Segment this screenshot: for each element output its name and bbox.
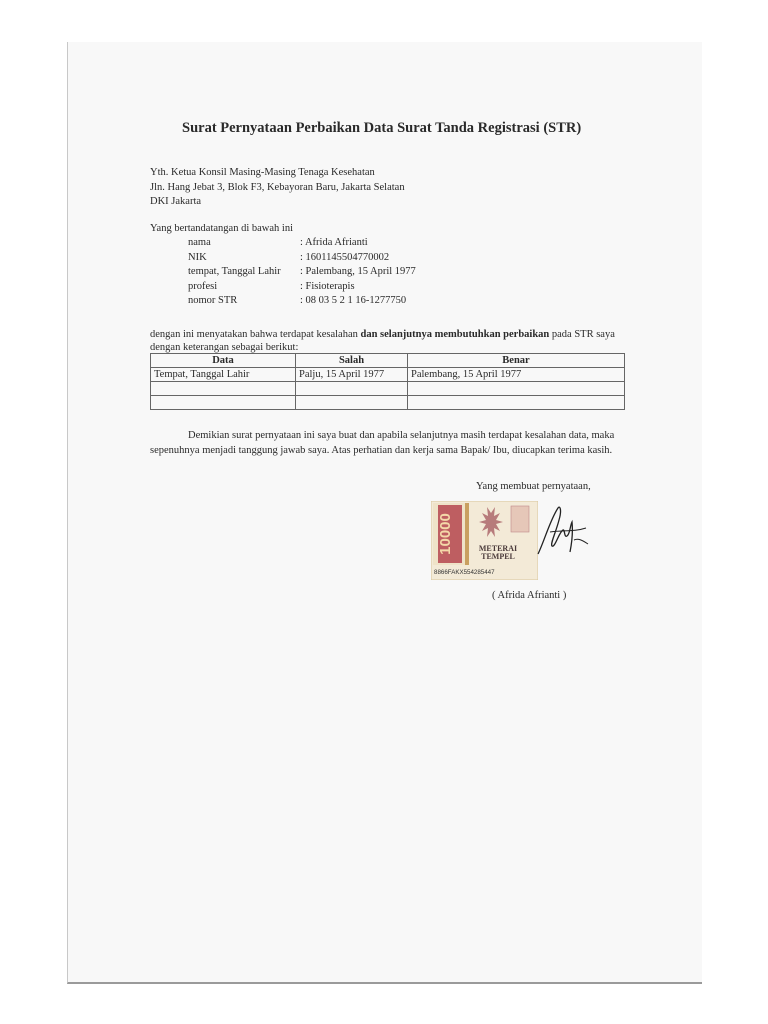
table-header-row xyxy=(151,354,625,368)
field-value: : 08 03 5 2 1 16-1277750 xyxy=(300,295,407,306)
field-label: profesi xyxy=(188,280,218,292)
stamp-text: METERAI xyxy=(478,544,518,553)
table-header: Data xyxy=(151,354,296,368)
stamp-value: 10000 xyxy=(437,513,454,555)
table-header: Benar xyxy=(408,354,625,368)
closing-text: Demikian surat pernyataan ini saya buat dan apabila selanjutnya masih terdapat kesalahan data, maka sepenuhnya menjadi tanggung jawab saya. Atas perhatian dan kerja sama Bapak/ Ibu, diucapkan terima kasih. xyxy=(150,430,615,456)
correction-table xyxy=(150,353,625,410)
recipient-line: Yth. Ketua Konsil Masing-Masing Tenaga Kesehatan xyxy=(150,167,375,178)
table-row xyxy=(151,382,625,396)
table-cell: Palembang, 15 April 1977 xyxy=(408,368,625,382)
table-cell: Tempat, Tanggal Lahir xyxy=(151,368,296,382)
field-row xyxy=(188,251,416,266)
field-row xyxy=(188,236,416,251)
field-row xyxy=(188,265,416,280)
field-label: NIK xyxy=(188,251,207,263)
recipient-address xyxy=(150,166,405,210)
document-title: Surat Pernyataan Perbaikan Data Surat Tanda Registrasi (STR) xyxy=(182,120,582,136)
field-value: : 1601145504770002 xyxy=(300,251,390,263)
field-value: : Afrida Afrianti xyxy=(300,237,368,248)
closing-paragraph xyxy=(150,428,630,458)
table-header: Salah xyxy=(296,354,408,368)
recipient-line: DKI Jakarta xyxy=(150,196,202,207)
statement-part: pada STR saya dengan keterangan sebagai berikut: xyxy=(150,329,615,353)
field-label: tempat, Tanggal Lahir xyxy=(188,266,281,277)
statement-text xyxy=(150,329,630,354)
table-cell xyxy=(408,396,625,410)
signer-label: Yang membuat pernyataan, xyxy=(476,481,591,492)
stamp-text: TEMPEL xyxy=(481,552,515,561)
intro-text: Yang bertandatangan di bawah ini xyxy=(150,223,293,234)
table-cell xyxy=(296,382,408,396)
table-cell: Palju, 15 April 1977 xyxy=(296,368,408,382)
meterai-stamp xyxy=(431,501,538,580)
field-label: nomor STR xyxy=(188,295,238,306)
handwritten-signature xyxy=(532,502,592,560)
statement-part: dengan ini menyatakan bahwa terdapat kesalahan xyxy=(150,329,361,340)
stamp-serial: 8866FAKX554285447 xyxy=(434,569,495,576)
field-row xyxy=(188,294,416,309)
table-cell xyxy=(151,382,296,396)
statement-emphasis: dan selanjutnya membutuhkan perbaikan xyxy=(360,329,550,340)
table-row xyxy=(151,368,625,382)
table-row xyxy=(151,396,625,410)
field-value: : Fisioterapis xyxy=(300,280,355,292)
identity-fields xyxy=(188,236,416,309)
recipient-line: Jln. Hang Jebat 3, Blok F3, Kebayoran Baru, Jakarta Selatan xyxy=(150,181,405,193)
table-cell xyxy=(296,396,408,410)
table-cell xyxy=(151,396,296,410)
field-row xyxy=(188,280,416,295)
signer-name: ( Afrida Afrianti ) xyxy=(492,590,567,601)
table-cell xyxy=(408,382,625,396)
field-label: nama xyxy=(188,237,211,248)
field-value: : Palembang, 15 April 1977 xyxy=(300,266,416,277)
